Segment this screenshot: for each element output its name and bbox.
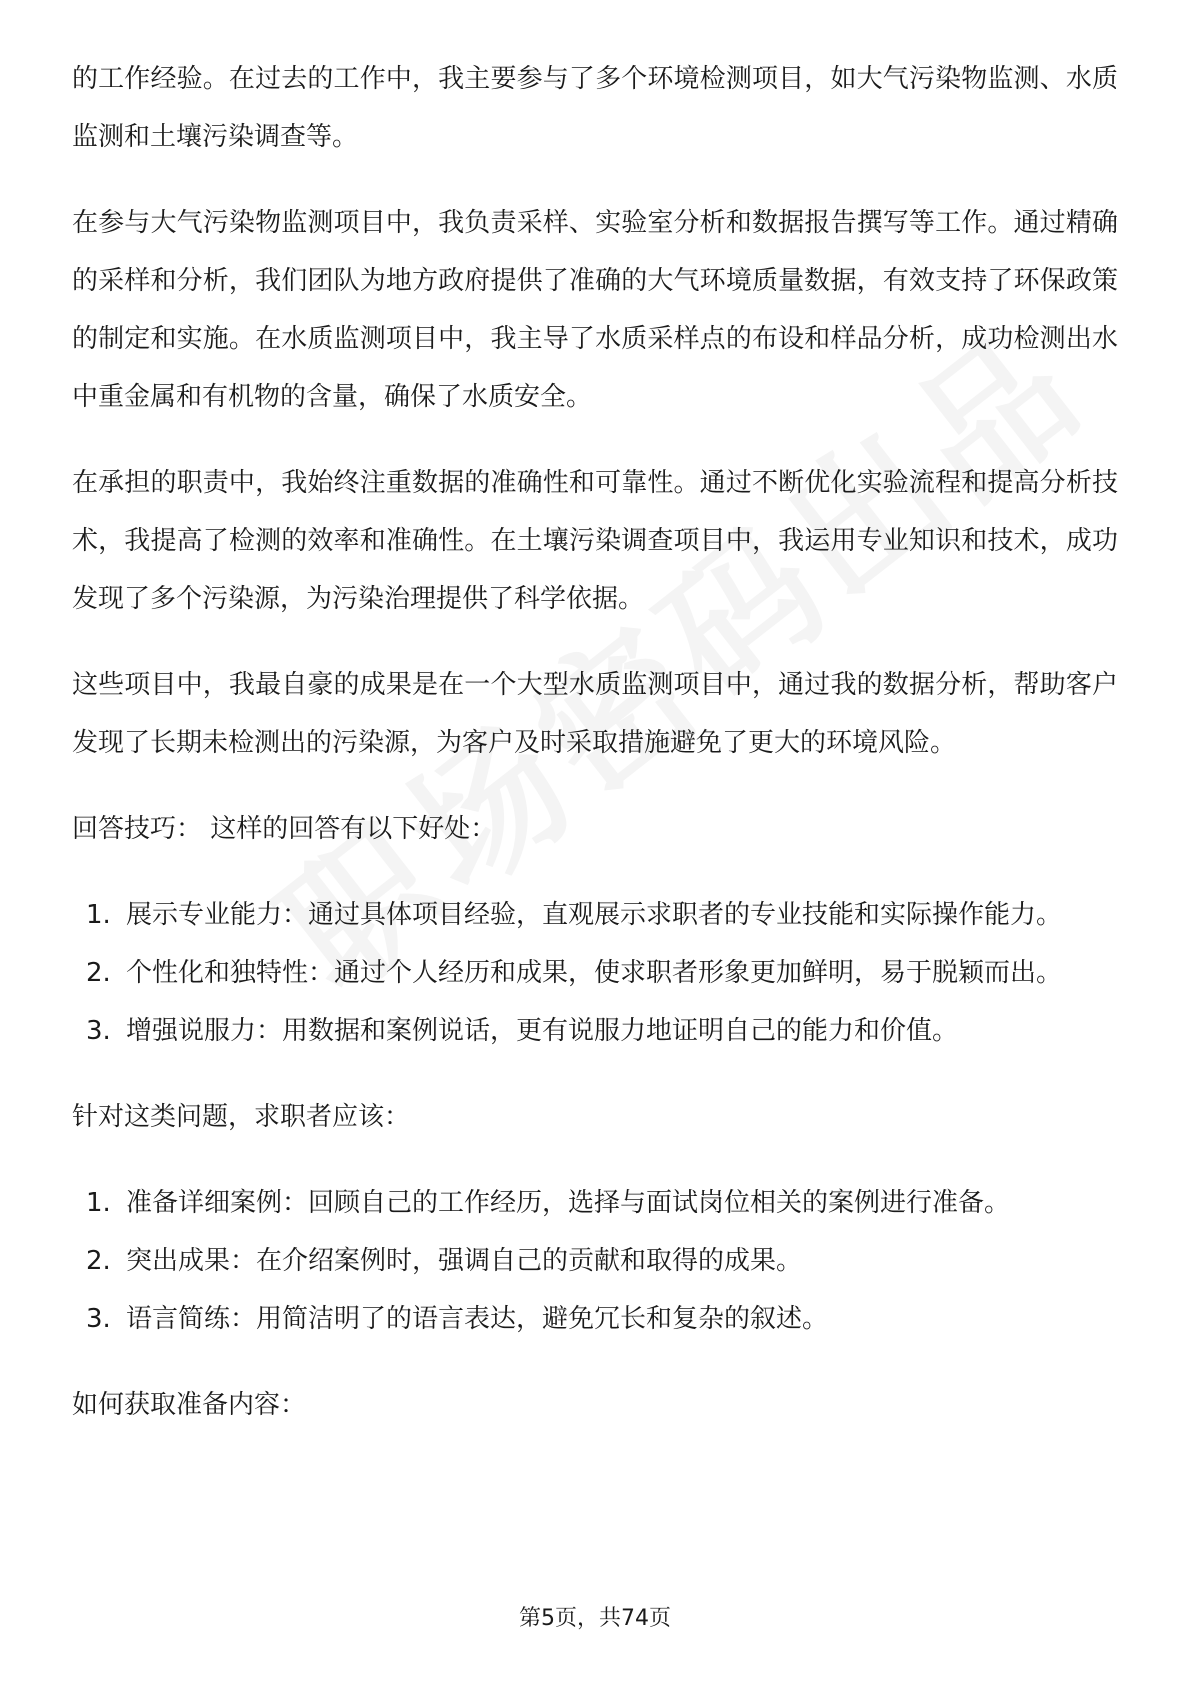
tips-list <box>72 886 1118 1060</box>
list-text: 增强说服力：用数据和案例说话，更有说服力地证明自己的能力和价值。 <box>126 1016 959 1046</box>
list-number: 1. <box>86 900 111 930</box>
prep-heading: 如何获取准备内容： <box>72 1390 307 1420</box>
advice-list <box>72 1174 1118 1348</box>
list-item <box>72 944 1118 1002</box>
list-item <box>72 1174 1118 1232</box>
paragraph-1: 的工作经验。在过去的工作中，我主要参与了多个环境检测项目，如大气污染物监测、水质监测和土壤污染调查等。 <box>72 64 1118 152</box>
list-text: 个性化和独特性：通过个人经历和成果，使求职者形象更加鲜明，易于脱颖而出。 <box>126 958 1063 988</box>
page-footer: 第5页，共74页 <box>519 1606 671 1631</box>
tips-heading: 回答技巧： 这样的回答有以下好处： <box>72 814 497 844</box>
list-text: 准备详细案例：回顾自己的工作经历，选择与面试岗位相关的案例进行准备。 <box>126 1188 1011 1218</box>
list-item <box>72 1290 1118 1348</box>
document-page <box>72 50 1118 1462</box>
paragraph-3: 在承担的职责中，我始终注重数据的准确性和可靠性。通过不断优化实验流程和提高分析技术，我提高了检测的效率和准确性。在土壤污染调查项目中，我运用专业知识和技术，成功发现了多个污染源，为污染治理提供了科学依据。 <box>72 468 1118 614</box>
list-number: 3. <box>86 1016 111 1046</box>
list-text: 突出成果：在介绍案例时，强调自己的贡献和取得的成果。 <box>126 1246 803 1276</box>
paragraph-4: 这些项目中，我最自豪的成果是在一个大型水质监测项目中，通过我的数据分析，帮助客户发现了长期未检测出的污染源，为客户及时采取措施避免了更大的环境风险。 <box>72 670 1118 758</box>
list-number: 2. <box>86 958 111 988</box>
list-number: 2. <box>86 1246 111 1276</box>
list-item <box>72 1002 1118 1060</box>
paragraph-2: 在参与大气污染物监测项目中，我负责采样、实验室分析和数据报告撰写等工作。通过精确的采样和分析，我们团队为地方政府提供了准确的大气环境质量数据，有效支持了环保政策的制定和实施。在水质监测项目中，我主导了水质采样点的布设和样品分析，成功检测出水中重金属和有机物的含量，确保了水质安全。 <box>72 208 1118 412</box>
advice-heading: 针对这类问题，求职者应该： <box>72 1102 411 1132</box>
list-number: 1. <box>86 1188 111 1218</box>
list-number: 3. <box>86 1304 111 1334</box>
list-item <box>72 1232 1118 1290</box>
list-text: 展示专业能力：通过具体项目经验，直观展示求职者的专业技能和实际操作能力。 <box>126 900 1063 930</box>
list-item <box>72 886 1118 944</box>
list-text: 语言简练：用简洁明了的语言表达，避免冗长和复杂的叙述。 <box>126 1304 829 1334</box>
